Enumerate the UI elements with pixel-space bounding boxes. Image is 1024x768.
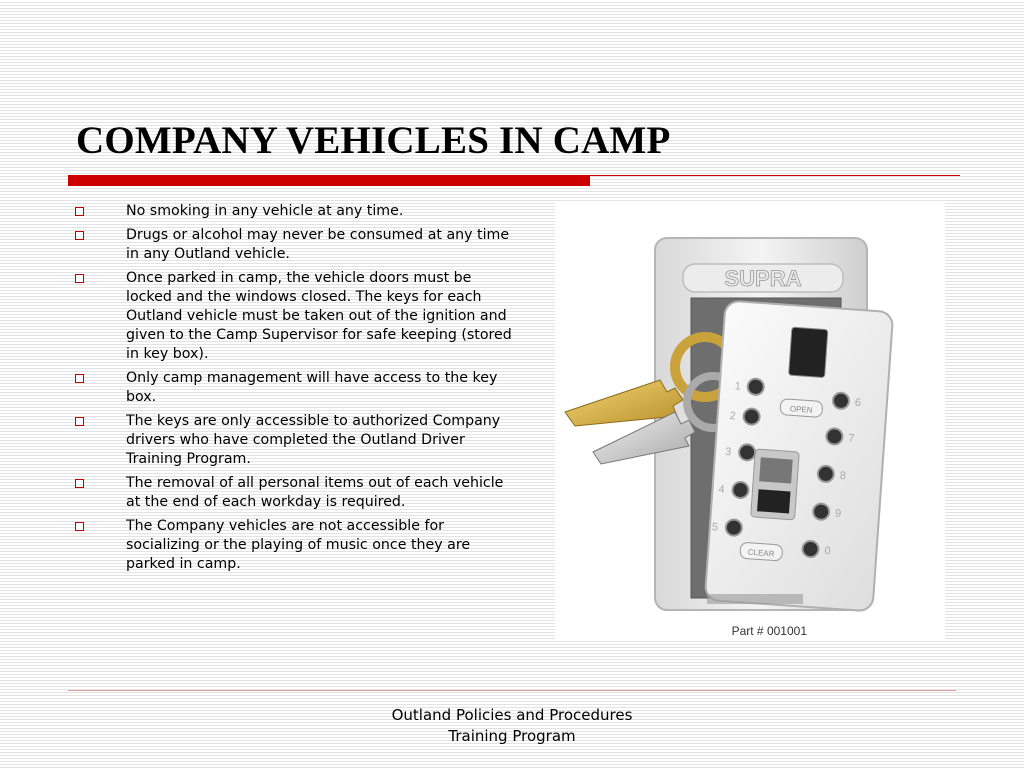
bullet-text: The keys are only accessible to authorized Company drivers who have completed the Outland Driver Training Program. bbox=[126, 413, 501, 467]
keypad-number: 6 bbox=[854, 396, 862, 410]
title-underline-line bbox=[590, 175, 960, 176]
bullet-text: Once parked in camp, the vehicle doors must be locked and the windows closed. The keys for each Outland vehicle must be taken out of the ignition and given to the Camp Supervisor for safe keeping (stored in key box). bbox=[126, 270, 512, 362]
title-underline-bar bbox=[68, 175, 590, 186]
bullet-item bbox=[72, 474, 512, 512]
hollow-square-bullet-icon bbox=[75, 522, 84, 531]
bullet-item bbox=[72, 369, 512, 407]
bullet-text: Drugs or alcohol may never be consumed at any time in any Outland vehicle. bbox=[126, 227, 510, 262]
keypad-number: 3 bbox=[724, 445, 732, 459]
keypad-number: 2 bbox=[729, 410, 737, 423]
bullet-text: The removal of all personal items out of each vehicle at the end of each workday is required. bbox=[126, 475, 504, 510]
keypad-number: 5 bbox=[711, 521, 719, 534]
hollow-square-bullet-icon bbox=[75, 479, 84, 488]
keypad-number: 4 bbox=[718, 483, 725, 496]
keypad-number: 1 bbox=[734, 380, 742, 393]
bullet-text: The Company vehicles are not accessible for socializing or the playing of music once they are parked in camp. bbox=[126, 518, 471, 572]
hollow-square-bullet-icon bbox=[75, 374, 84, 383]
bullet-item bbox=[72, 269, 512, 364]
brand-label: SUPRA bbox=[724, 266, 802, 291]
hollow-square-bullet-icon bbox=[75, 274, 84, 283]
bullet-item bbox=[72, 226, 512, 264]
hollow-square-bullet-icon bbox=[75, 231, 84, 240]
keypad-number: 8 bbox=[839, 469, 847, 483]
footer bbox=[350, 705, 674, 747]
part-number: Part # 001001 bbox=[731, 624, 807, 638]
hollow-square-bullet-icon bbox=[75, 417, 84, 426]
keypad-number: 0 bbox=[824, 545, 831, 558]
keypad-number: 7 bbox=[847, 432, 855, 445]
bullet-item bbox=[72, 202, 512, 221]
footer-divider bbox=[68, 690, 956, 691]
footer-line-2: Training Program bbox=[448, 727, 576, 745]
open-label: OPEN bbox=[789, 404, 813, 415]
lockbox-illustration bbox=[555, 202, 945, 640]
hollow-square-bullet-icon bbox=[75, 207, 84, 216]
footer-line-1: Outland Policies and Procedures bbox=[391, 706, 633, 724]
bullet-list bbox=[72, 202, 512, 579]
slide-title: COMPANY VEHICLES IN CAMP bbox=[76, 119, 671, 162]
bullet-item bbox=[72, 412, 512, 469]
lockbox-photo bbox=[555, 202, 945, 640]
bullet-item bbox=[72, 517, 512, 574]
bullet-text: No smoking in any vehicle at any time. bbox=[126, 203, 404, 219]
keypad-number: 9 bbox=[834, 507, 842, 521]
clear-label: CLEAR bbox=[747, 547, 775, 559]
bullet-text: Only camp management will have access to the key box. bbox=[126, 370, 498, 405]
